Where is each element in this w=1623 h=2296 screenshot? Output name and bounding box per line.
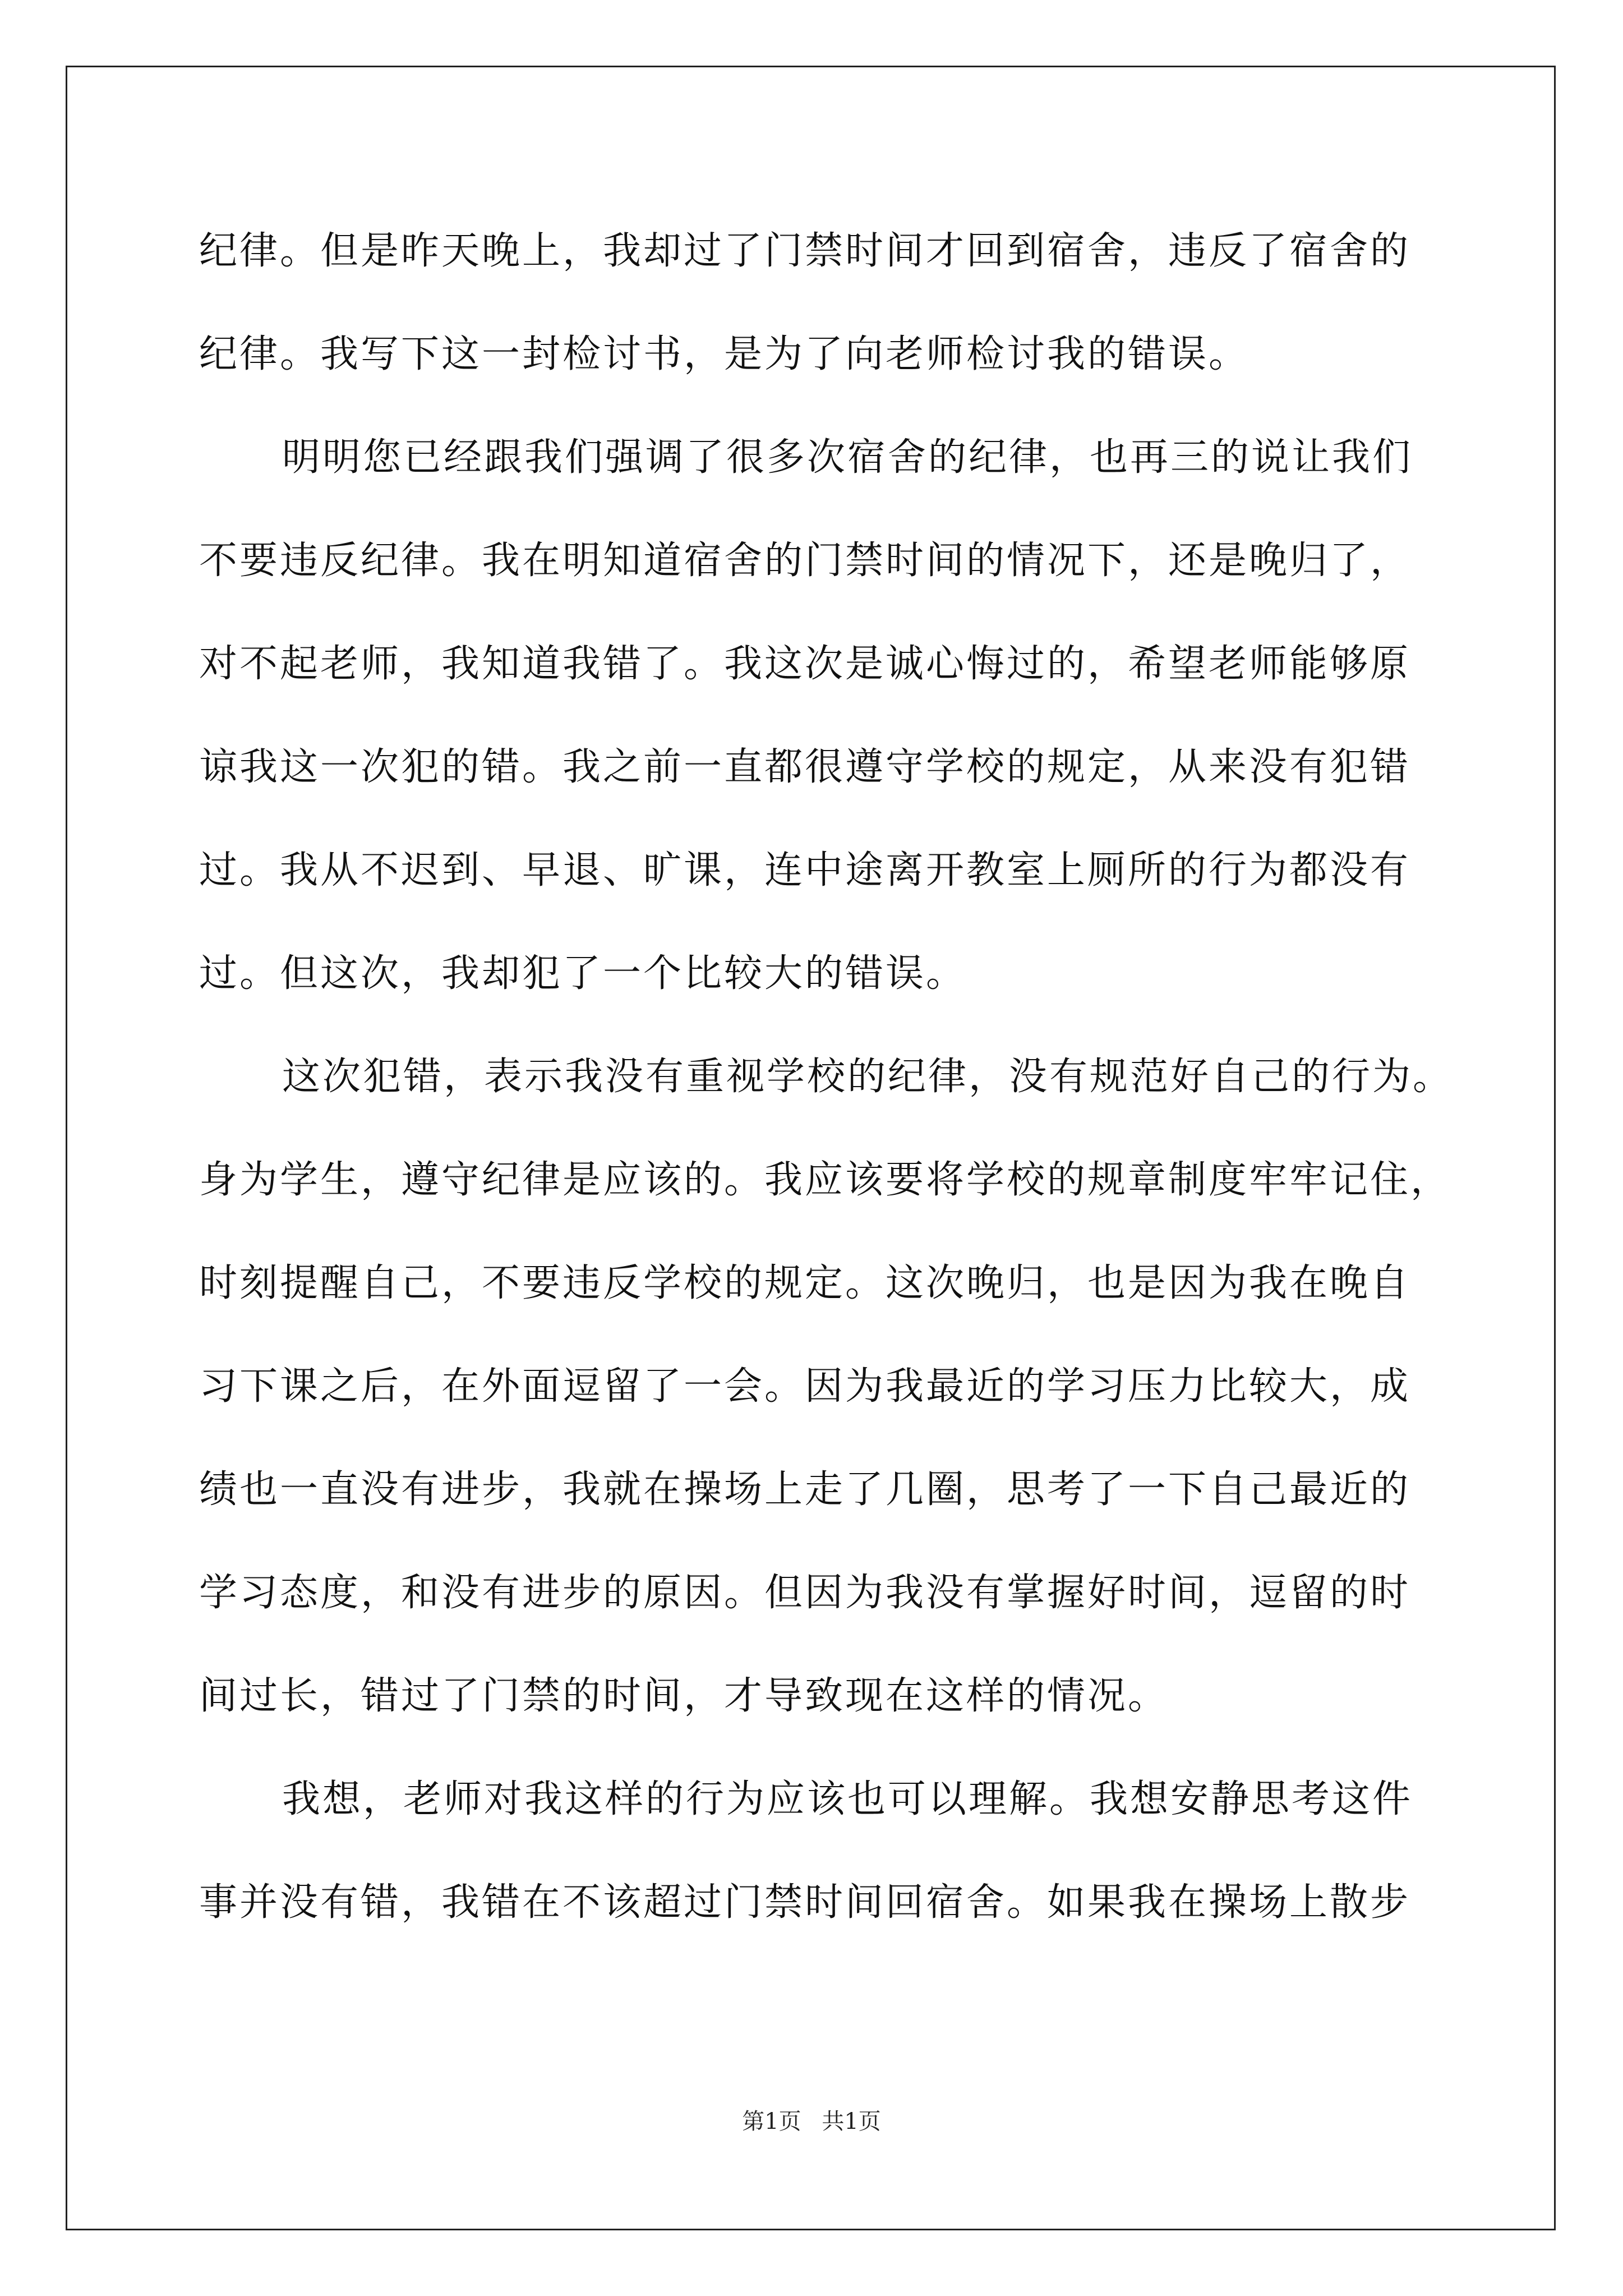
text-line: 对不起老师，我知道我错了。我这次是诚心悔过的，希望老师能够原: [199, 642, 1411, 686]
text-line: 时刻提醒自己，不要违反学校的规定。这次晚归，也是因为我在晚自: [199, 1261, 1411, 1305]
text-line: 过。但这次，我却犯了一个比较大的错误。: [199, 951, 967, 996]
text-line: 过。我从不迟到、早退、旷课，连中途离开教室上厕所的行为都没有: [199, 848, 1411, 892]
text-line: 谅我这一次犯的错。我之前一直都很遵守学校的规定，从来没有犯错: [199, 745, 1411, 789]
text-line: 事并没有错，我错在不该超过门禁时间回宿舍。如果我在操场上散步: [199, 1880, 1411, 1925]
text-line: 身为学生，遵守纪律是应该的。我应该要将学校的规章制度牢牢记住，: [199, 1158, 1451, 1202]
text-line: 纪律。但是昨天晚上，我却过了门禁时间才回到宿舍，违反了宿舍的: [199, 229, 1411, 273]
text-line: 绩也一直没有进步，我就在操场上走了几圈，思考了一下自己最近的: [199, 1467, 1411, 1512]
document-body: [199, 223, 1472, 1978]
paragraph-start-line: 这次犯错，表示我没有重视学校的纪律，没有规范好自己的行为。: [282, 1055, 1454, 1099]
text-line: 学习态度，和没有进步的原因。但因为我没有掌握好时间，逗留的时: [199, 1571, 1411, 1615]
page-footer: [0, 2104, 1623, 2136]
text-line: 间过长，错过了门禁的时间，才导致现在这样的情况。: [199, 1674, 1169, 1718]
page-number: 第1页: [742, 2109, 801, 2134]
text-line: 不要违反纪律。我在明知道宿舍的门禁时间的情况下，还是晚归了，: [199, 539, 1411, 583]
text-line: 习下课之后，在外面逗留了一会。因为我最近的学习压力比较大，成: [199, 1364, 1411, 1409]
text-line: 纪律。我写下这一封检讨书，是为了向老师检讨我的错误。: [199, 332, 1249, 376]
page-total: 共1页: [822, 2109, 881, 2134]
paragraph-start-line: 我想，老师对我这样的行为应该也可以理解。我想安静思考这件: [282, 1777, 1413, 1821]
paragraph-start-line: 明明您已经跟我们强调了很多次宿舍的纪律，也再三的说让我们: [282, 435, 1413, 480]
